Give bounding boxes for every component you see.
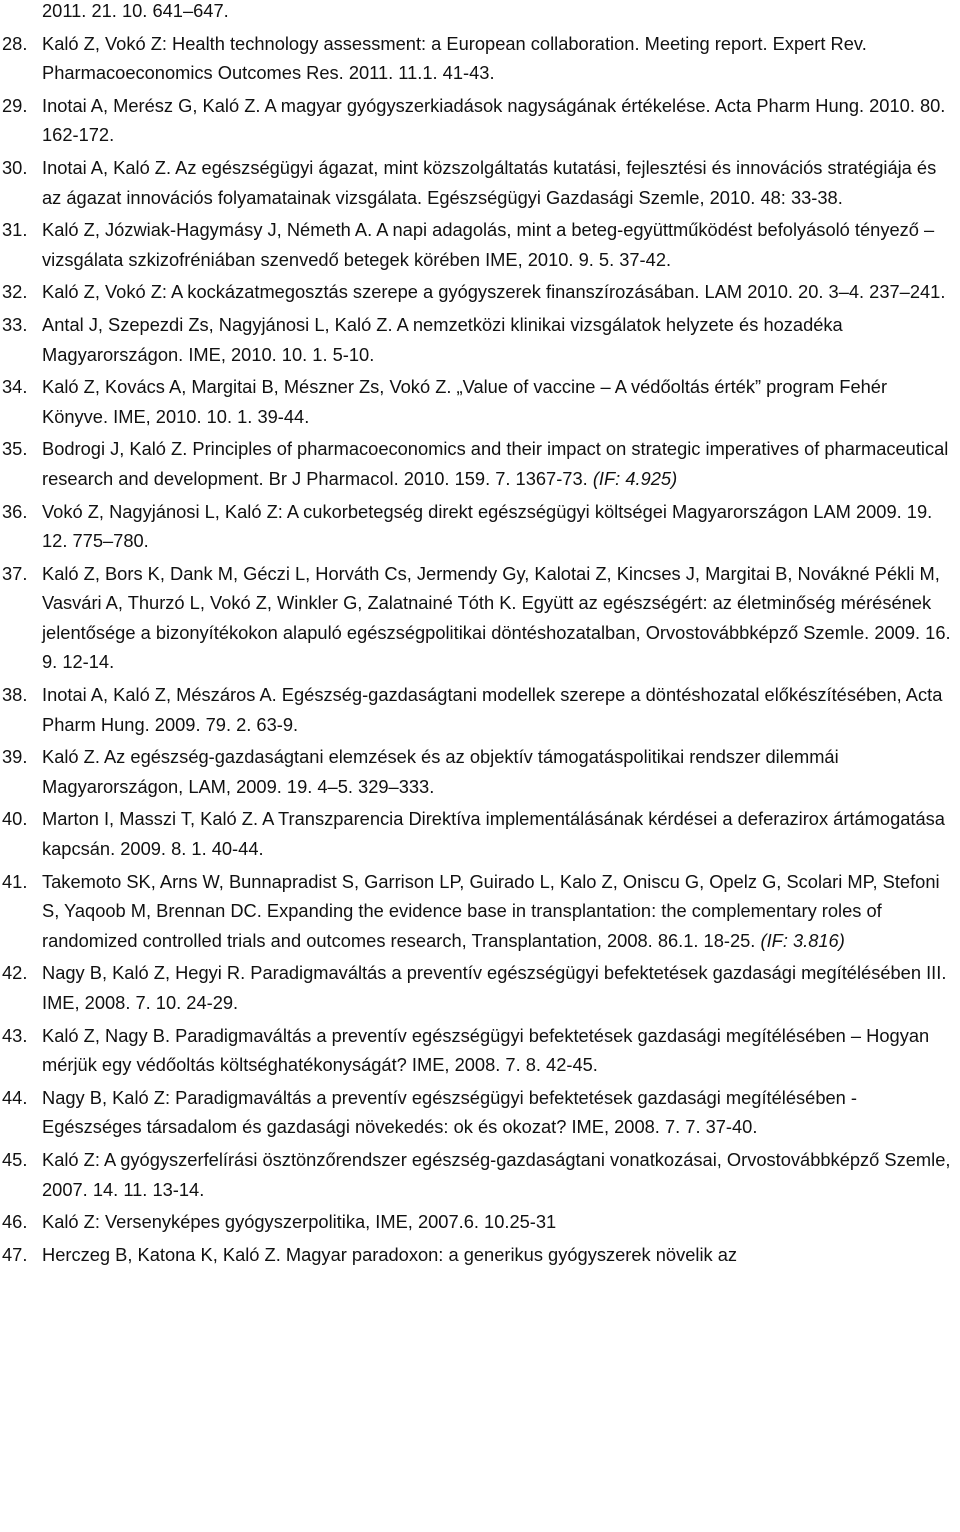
reference-item (0, 434, 960, 493)
reference-item (0, 91, 960, 150)
reference-item (0, 1207, 960, 1237)
reference-item (0, 559, 960, 677)
reference-text (42, 29, 960, 88)
reference-text (42, 310, 960, 369)
reference-item (0, 310, 960, 369)
reference-text (42, 559, 960, 677)
reference-text (42, 277, 960, 307)
reference-item (0, 372, 960, 431)
reference-item (0, 1145, 960, 1204)
reference-text (42, 1021, 960, 1080)
reference-citation: Inotai A, Merész G, Kaló Z. A magyar gyógyszerkiadások nagyságának értékelése. Acta Pharm Hung. 2010. 80. 162-172. (42, 94, 946, 146)
reference-item (0, 804, 960, 863)
reference-text (42, 1083, 960, 1142)
reference-item (0, 742, 960, 801)
reference-citation: Bodrogi J, Kaló Z. Principles of pharmacoeconomics and their impact on strategic imperatives of pharmaceutical research and development. Br J Pharmacol. 2010. 159. 7. 1367-73. (42, 438, 949, 489)
reference-number: 35. (2, 438, 28, 460)
reference-item (0, 1021, 960, 1080)
reference-item (0, 867, 960, 956)
reference-number: 32. (2, 281, 28, 303)
reference-number: 41. (2, 870, 28, 892)
reference-citation: Marton I, Masszi T, Kaló Z. A Transzparencia Direktíva implementálásának kérdései a deferazirox ártámogatása kapcsán. 2009. 8. 1. 40-44. (42, 808, 945, 860)
reference-citation: Vokó Z, Nagyjánosi L, Kaló Z: A cukorbetegség direkt egészségügyi költségei Magyarországon LAM 2009. 19. 12. 775–780. (42, 500, 933, 552)
reference-text (42, 742, 960, 801)
reference-number: 40. (2, 808, 28, 830)
reference-text (42, 434, 960, 493)
reference-text (42, 958, 960, 1017)
reference-citation: Nagy B, Kaló Z: Paradigmaváltás a preventív egészségügyi befektetések gazdasági megítélésében - Egészséges társadalom és gazdasági növekedés: ok és okozat? IME, 2008. 7. 7. 37-40. (42, 1086, 857, 1138)
reference-citation: Kaló Z, Józwiak-Hagymásy J, Németh A. A napi adagolás, mint a beteg-együttműködést befolyásoló tényező –vizsgálata szkizofréniában szenvedő betegek körében IME, 2010. 9. 5. 37-42. (42, 219, 935, 270)
reference-citation: Kaló Z: Versenyképes gyógyszerpolitika, IME, 2007.6. 10.25-31 (42, 1211, 557, 1233)
reference-number: 39. (2, 746, 28, 768)
reference-text (42, 497, 960, 556)
reference-number: 42. (2, 962, 28, 984)
reference-number: 46. (2, 1211, 28, 1233)
reference-citation: Kaló Z, Bors K, Dank M, Géczi L, Horváth Cs, Jermendy Gy, Kalotai Z, Kincses J, Margitai B, Novákné Pékli M, Vasvári A, Thurzó L, Vokó Z, Winkler G, Zalatnainé Tóth K. Együtt az egészségért: az életminőség mérésének jelentősége a bizonyítékokon alapuló egészségpolitikai döntéshozatalban, Orvostovábbképző Szemle. 2009. 16. 9. 12-14. (42, 562, 951, 673)
reference-text (42, 804, 960, 863)
reference-number: 47. (2, 1243, 28, 1265)
impact-factor: (IF: 4.925) (592, 467, 678, 489)
reference-text (42, 1145, 960, 1204)
reference-text (42, 1240, 960, 1270)
reference-citation: Herczeg B, Katona K, Kaló Z. Magyar paradoxon: a generikus gyógyszerek növelik az (42, 1243, 738, 1265)
reference-citation: 2011. 21. 10. 641–647. (42, 0, 229, 21)
reference-citation: Kaló Z, Vokó Z: Health technology assessment: a European collaboration. Meeting report. Expert Rev. Pharmacoeconomics Outcomes Res. 2011. 11.1. 41-43. (42, 32, 867, 84)
reference-citation: Nagy B, Kaló Z, Hegyi R. Paradigmaváltás a preventív egészségügyi befektetések gazdasági megítélésében III. IME, 2008. 7. 10. 24-29. (42, 962, 947, 1013)
reference-item (0, 153, 960, 212)
reference-citation: Kaló Z, Vokó Z: A kockázatmegosztás szerepe a gyógyszerek finanszírozásában. LAM 2010. 20. 3–4. 237–241. (42, 281, 946, 303)
reference-citation: Takemoto SK, Arns W, Bunnapradist S, Garrison LP, Guirado L, Kalo Z, Oniscu G, Opelz G, Scolari MP, Stefoni S, Yaqoob M, Brennan DC. Expanding the evidence base in transplantation: the complementary roles of randomized controlled trials and outcomes research, Transplantation, 2008. 86.1. 18-25. (42, 870, 940, 951)
reference-citation: Inotai A, Kaló Z. Az egészségügyi ágazat, mint közszolgáltatás kutatási, fejlesztési és innovációs stratégiája és az ágazat innovációs folyamatainak vizsgálata. Egészségügyi Gazdasági Szemle, 2010. 48: 33-38. (42, 156, 937, 208)
impact-factor: (IF: 3.816) (760, 929, 845, 951)
reference-number: 44. (2, 1086, 28, 1108)
reference-item (0, 29, 960, 88)
reference-text (42, 372, 960, 431)
reference-text (42, 153, 960, 212)
reference-text (42, 0, 960, 26)
reference-item (0, 680, 960, 739)
reference-item (0, 215, 960, 274)
reference-item (0, 277, 960, 307)
reference-number: 37. (2, 562, 28, 584)
reference-item (0, 1240, 960, 1270)
reference-number: 30. (2, 156, 28, 178)
reference-number: 38. (2, 684, 28, 706)
reference-citation: Kaló Z. Az egészség-gazdaságtani elemzések és az objektív támogatáspolitikai rendszer dilemmái Magyarországon, LAM, 2009. 19. 4–5. 329–333. (42, 746, 839, 797)
reference-citation: Inotai A, Kaló Z, Mészáros A. Egészség-gazdaságtani modellek szerepe a döntéshozatal előkészítésében, Acta Pharm Hung. 2009. 79. 2. 63-9. (42, 684, 943, 735)
reference-text (42, 91, 960, 150)
reference-number: 43. (2, 1024, 28, 1046)
reference-number: 31. (2, 219, 28, 241)
reference-item (0, 0, 960, 26)
reference-text (42, 680, 960, 739)
reference-text (42, 215, 960, 274)
reference-number: 34. (2, 376, 28, 398)
reference-item (0, 958, 960, 1017)
reference-citation: Kaló Z, Kovács A, Margitai B, Mészner Zs, Vokó Z. „Value of vaccine – A védőoltás érték” program Fehér Könyve. IME, 2010. 10. 1. 39-44. (42, 376, 888, 427)
reference-item (0, 1083, 960, 1142)
reference-number: 36. (2, 500, 28, 522)
reference-number: 28. (2, 32, 28, 54)
reference-number: 29. (2, 94, 28, 116)
reference-number: 33. (2, 313, 28, 335)
reference-text (42, 867, 960, 956)
reference-citation: Kaló Z, Nagy B. Paradigmaváltás a preventív egészségügyi befektetések gazdasági megítélésében – Hogyan mérjük egy védőoltás költséghatékonyságát? IME, 2008. 7. 8. 42-45. (42, 1024, 930, 1076)
reference-text (42, 1207, 960, 1237)
reference-number: 45. (2, 1148, 28, 1170)
reference-citation: Antal J, Szepezdi Zs, Nagyjánosi L, Kaló Z. A nemzetközi klinikai vizsgálatok helyzete és hozadéka Magyarországon. IME, 2010. 10. 1. 5-10. (42, 313, 843, 365)
reference-citation: Kaló Z: A gyógyszerfelírási ösztönzőrendszer egészség-gazdaságtani vonatkozásai, Orvostovábbképző Szemle, 2007. 14. 11. 13-14. (42, 1148, 951, 1200)
reference-item (0, 497, 960, 556)
